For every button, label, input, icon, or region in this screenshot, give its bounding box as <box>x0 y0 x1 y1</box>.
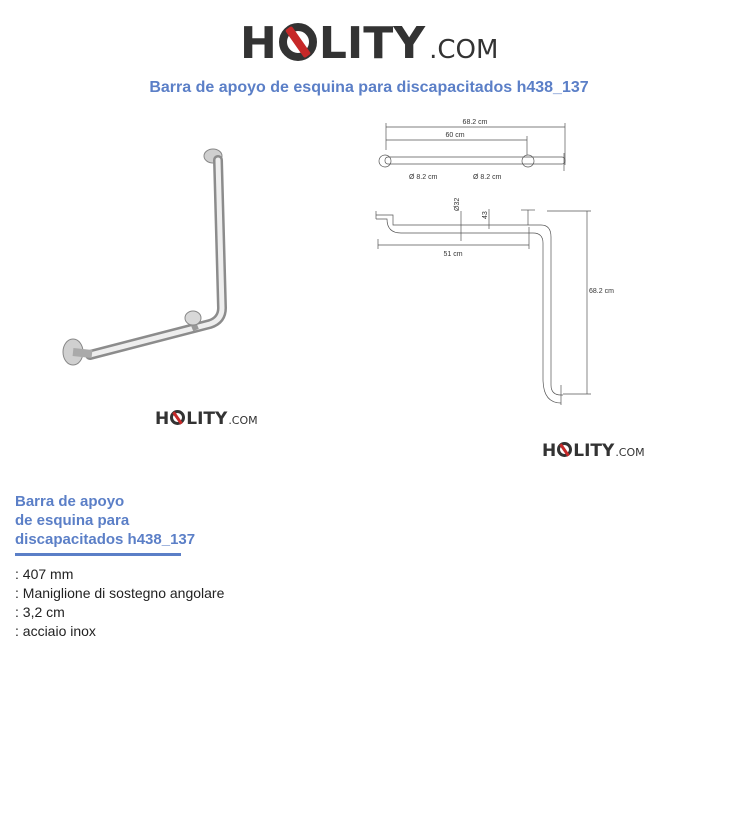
logo-letters: LITY <box>573 441 615 461</box>
logo-letter-h: H <box>542 441 557 461</box>
spec-item: : 407 mm <box>15 566 74 582</box>
logo-letter-h: H <box>155 409 170 429</box>
product-heading-line: discapacitados h438_137 <box>15 531 196 548</box>
logo-dotcom: .COM <box>429 35 499 65</box>
logo-o-icon <box>170 410 185 425</box>
logo-letters: LITY <box>318 18 426 69</box>
holity-logo[interactable] <box>240 18 498 69</box>
dim-top-inner: 60 cm <box>445 132 465 139</box>
product-heading <box>15 492 275 549</box>
spec-item: : 3,2 cm <box>15 604 65 620</box>
dim-offset: 43 <box>482 211 489 219</box>
logo-dotcom: .COM <box>615 446 645 459</box>
spec-list <box>15 565 224 641</box>
product-photo <box>50 140 250 380</box>
dim-vertical-length: 68.2 cm <box>589 288 614 295</box>
spec-item: : Maniglione di sostegno angolare <box>15 585 225 601</box>
holity-logo-small <box>542 441 645 461</box>
logo-letter-h: H <box>240 18 277 69</box>
dim-top-overall: 68.2 cm <box>462 119 488 126</box>
dim-tube-diameter: Ø32 <box>454 197 461 211</box>
dim-diam-left: Ø 8.2 cm <box>409 174 438 181</box>
dim-bottom-length: 51 cm <box>443 251 463 258</box>
heading-underline <box>15 553 181 556</box>
product-heading-line: de esquina para <box>15 512 130 529</box>
dim-diam-right: Ø 8.2 cm <box>473 174 502 181</box>
spec-item: : acciaio inox <box>15 623 96 639</box>
holity-logo-small <box>155 409 258 429</box>
product-heading-line: Barra de apoyo <box>15 493 125 510</box>
logo-dotcom: .COM <box>228 414 258 427</box>
technical-drawing <box>365 115 614 410</box>
logo-o-icon <box>279 23 317 61</box>
page-title: Barra de apoyo de esquina para discapacitados h438_137 <box>149 79 589 96</box>
logo-letters: LITY <box>186 409 228 429</box>
logo-o-icon <box>557 442 572 457</box>
